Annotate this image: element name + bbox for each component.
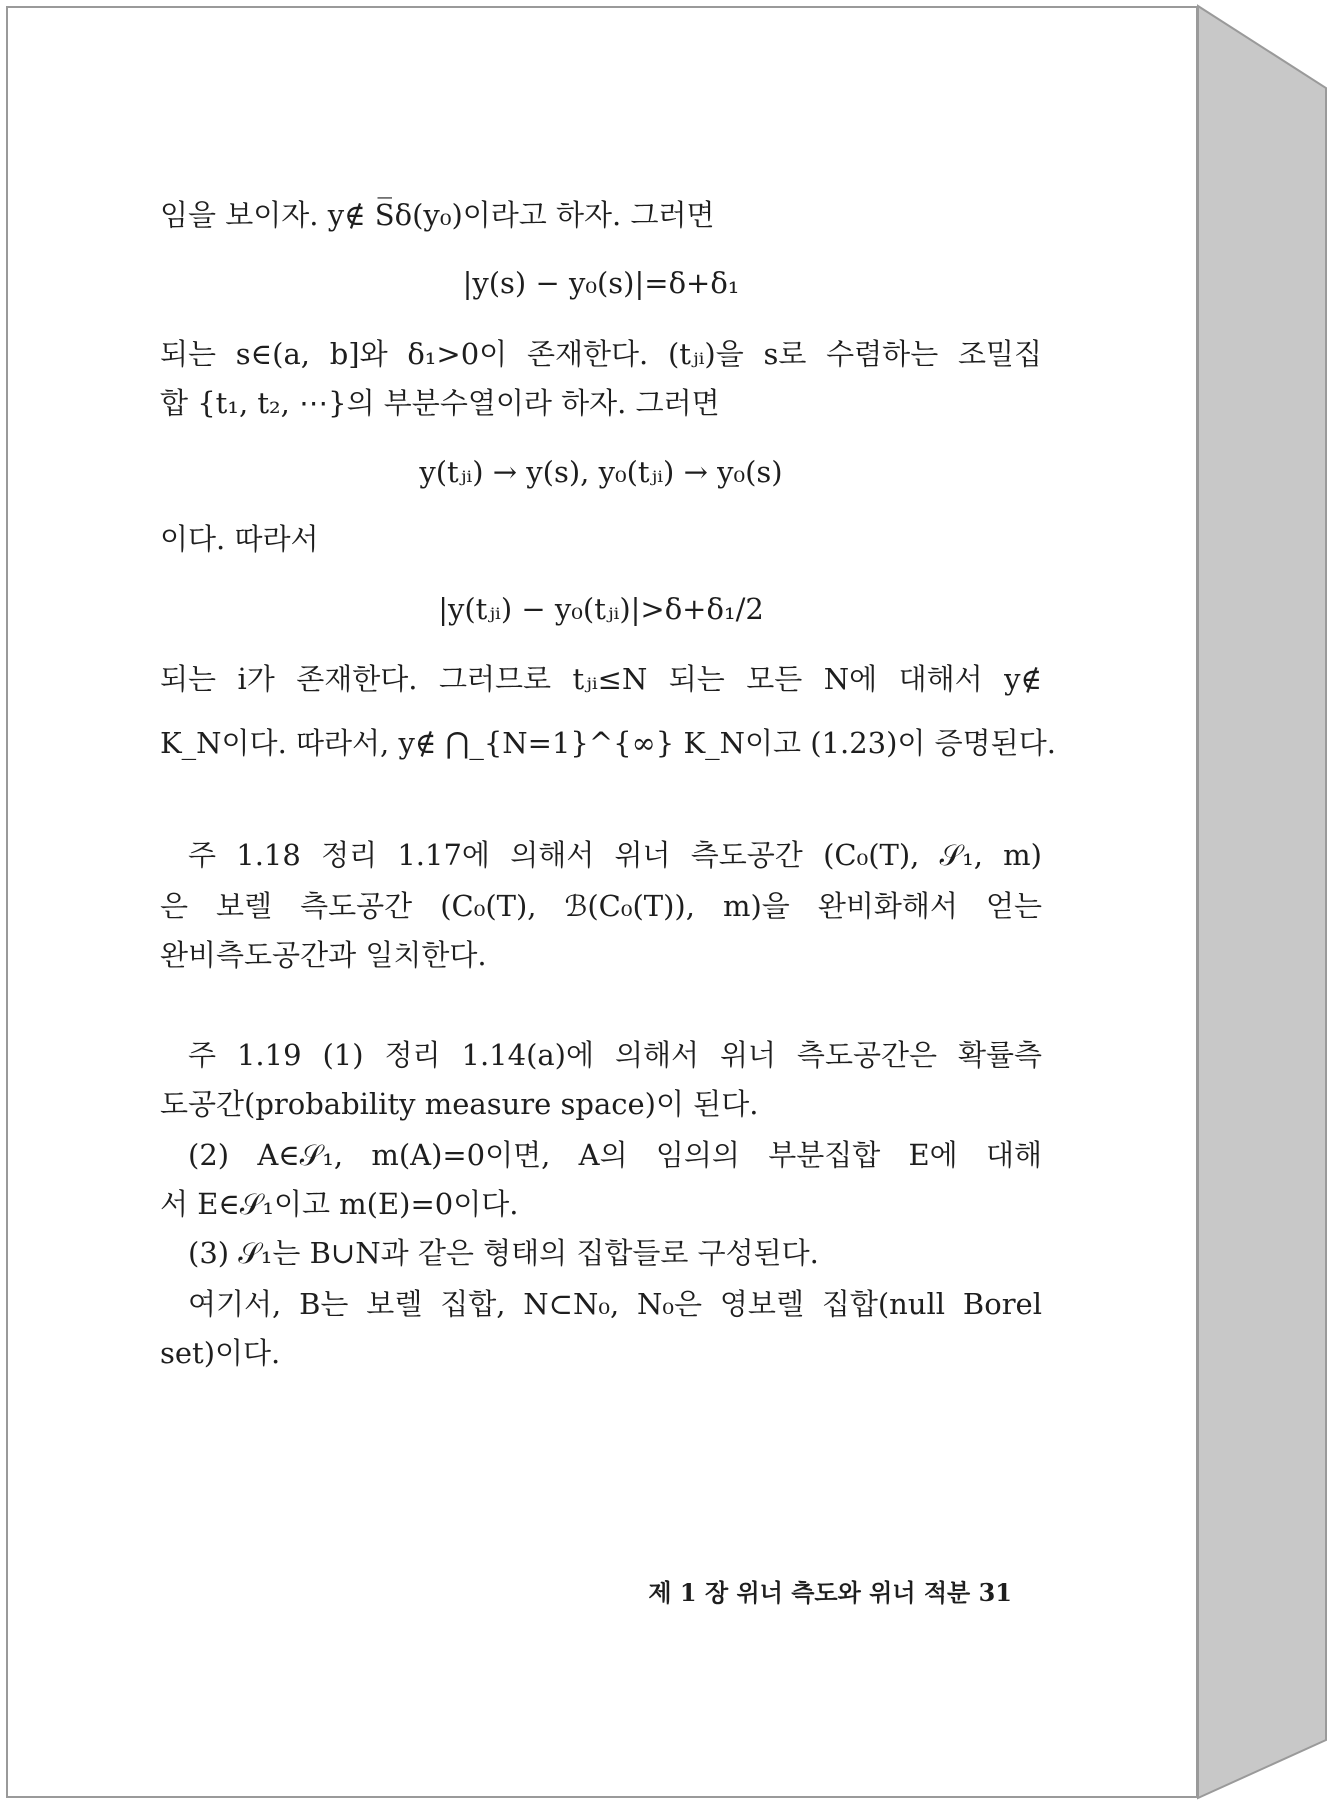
text-line: K_N이다. 따라서, y∉ ⋂_{N=1}^{∞} K_N이고 (1.23)이 증명된다. — [160, 726, 1056, 760]
remark-heading: 주 1.18 정리 1.17에 의해서 위너 측도공간 (C₀(T), 𝒮₁, m) — [188, 838, 1042, 872]
text-line: (3) 𝒮₁는 B∪N과 같은 형태의 집합들로 구성된다. — [188, 1236, 819, 1270]
display-equation: |y(s) − y₀(s)|=δ+δ₁ — [462, 266, 740, 300]
text-line: 완비측도공간과 일치한다. — [160, 938, 487, 972]
remark-heading: 주 1.19 (1) 정리 1.14(a)에 의해서 위너 측도공간은 확률측 — [188, 1038, 1042, 1072]
text-line: 도공간(probability measure space)이 된다. — [160, 1087, 759, 1121]
text-line: 임을 보이자. y∉ S̅δ(y₀)이라고 하자. 그러면 — [160, 198, 715, 232]
text-line: 되는 s∈(a, b]와 δ₁>0이 존재한다. (tⱼᵢ)을 s로 수렴하는 조밀집 — [160, 337, 1042, 371]
display-equation: y(tⱼᵢ) → y(s), y₀(tⱼᵢ) → y₀(s) — [419, 455, 783, 489]
text-line: 은 보렐 측도공간 (C₀(T), ℬ(C₀(T)), m)을 완비화해서 얻는 — [160, 889, 1042, 923]
text-line: set)이다. — [160, 1336, 281, 1370]
text-line: 이다. 따라서 — [160, 522, 319, 556]
display-equation: |y(tⱼᵢ) − y₀(tⱼᵢ)|>δ+δ₁/2 — [438, 592, 764, 626]
text-line: (2) A∈𝒮₁, m(A)=0이면, A의 임의의 부분집합 E에 대해 — [188, 1138, 1042, 1172]
page-footer: 제 1 장 위너 측도와 위너 적분 31 — [648, 1578, 1012, 1607]
text-line: 여기서, B는 보렐 집합, N⊂N₀, N₀은 영보렐 집합(null Borel — [188, 1287, 1042, 1321]
text-line: 합 {t₁, t₂, ⋯}의 부분수열이라 하자. 그러면 — [160, 386, 720, 420]
text-line: 되는 i가 존재한다. 그러므로 tⱼᵢ≤N 되는 모든 N에 대해서 y∉ — [160, 662, 1042, 696]
text-line: 서 E∈𝒮₁이고 m(E)=0이다. — [160, 1187, 519, 1221]
